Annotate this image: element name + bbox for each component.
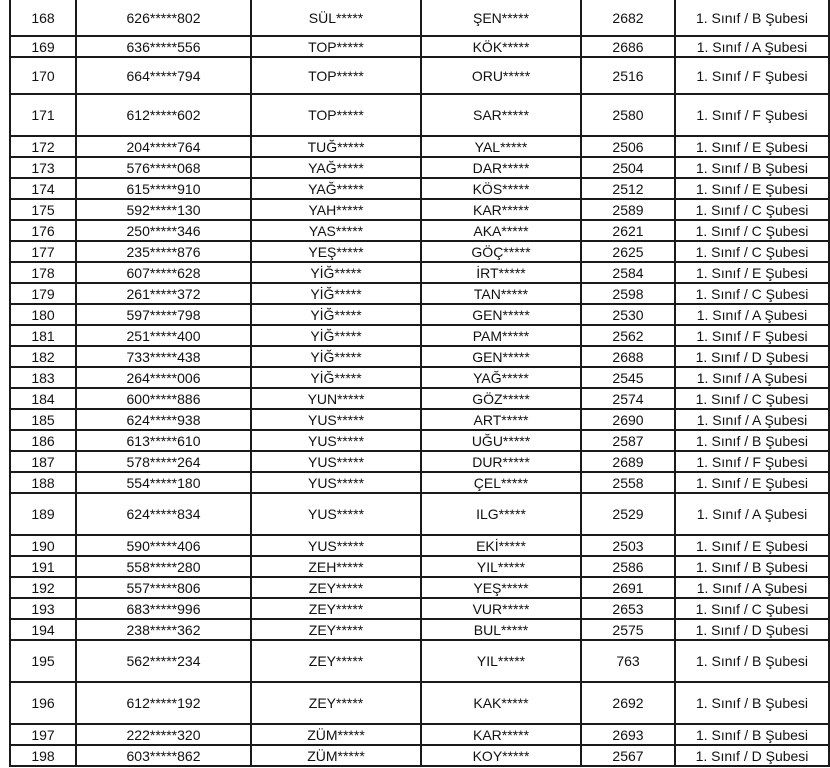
table-row bbox=[10, 0, 829, 36]
table-row bbox=[10, 619, 829, 640]
first-name-cell: ZEH***** bbox=[251, 556, 421, 577]
table-row bbox=[10, 220, 829, 241]
first-name-cell: ZÜM***** bbox=[251, 724, 421, 745]
row-number-cell: 177 bbox=[10, 241, 76, 262]
first-name-cell: YUS***** bbox=[251, 472, 421, 493]
score-cell: 2506 bbox=[581, 136, 675, 157]
row-number-cell: 197 bbox=[10, 724, 76, 745]
first-name-cell: ZEY***** bbox=[251, 577, 421, 598]
score-cell: 2567 bbox=[581, 745, 675, 766]
last-name-cell: AKA***** bbox=[421, 220, 581, 241]
score-cell: 2529 bbox=[581, 493, 675, 535]
row-number-cell: 188 bbox=[10, 472, 76, 493]
table-row bbox=[10, 367, 829, 388]
id-number-cell: 204*****764 bbox=[76, 136, 251, 157]
last-name-cell: DUR***** bbox=[421, 451, 581, 472]
table-row bbox=[10, 36, 829, 57]
last-name-cell: ÇEL***** bbox=[421, 472, 581, 493]
score-cell: 2689 bbox=[581, 451, 675, 472]
first-name-cell: YUS***** bbox=[251, 409, 421, 430]
id-number-cell: 264*****006 bbox=[76, 367, 251, 388]
class-section-cell: 1. Sınıf / E Şubesi bbox=[675, 472, 829, 493]
table-row bbox=[10, 304, 829, 325]
id-number-cell: 613*****610 bbox=[76, 430, 251, 451]
id-number-cell: 562*****234 bbox=[76, 640, 251, 682]
class-section-cell: 1. Sınıf / A Şubesi bbox=[675, 577, 829, 598]
id-number-cell: 235*****876 bbox=[76, 241, 251, 262]
row-number-cell: 180 bbox=[10, 304, 76, 325]
last-name-cell: PAM***** bbox=[421, 325, 581, 346]
first-name-cell: YİĞ***** bbox=[251, 262, 421, 283]
first-name-cell: TUĞ***** bbox=[251, 136, 421, 157]
class-section-cell: 1. Sınıf / A Şubesi bbox=[675, 409, 829, 430]
table-row bbox=[10, 535, 829, 556]
last-name-cell: TAN***** bbox=[421, 283, 581, 304]
row-number-cell: 186 bbox=[10, 430, 76, 451]
class-section-cell: 1. Sınıf / D Şubesi bbox=[675, 346, 829, 367]
last-name-cell: ŞEN***** bbox=[421, 0, 581, 36]
id-number-cell: 612*****602 bbox=[76, 94, 251, 136]
last-name-cell: YEŞ***** bbox=[421, 577, 581, 598]
class-section-cell: 1. Sınıf / B Şubesi bbox=[675, 640, 829, 682]
last-name-cell: KAR***** bbox=[421, 199, 581, 220]
first-name-cell: TOP***** bbox=[251, 94, 421, 136]
first-name-cell: YEŞ***** bbox=[251, 241, 421, 262]
last-name-cell: KÖS***** bbox=[421, 178, 581, 199]
class-section-cell: 1. Sınıf / A Şubesi bbox=[675, 36, 829, 57]
first-name-cell: YUS***** bbox=[251, 535, 421, 556]
row-number-cell: 194 bbox=[10, 619, 76, 640]
last-name-cell: KAK***** bbox=[421, 682, 581, 724]
class-section-cell: 1. Sınıf / B Şubesi bbox=[675, 682, 829, 724]
class-section-cell: 1. Sınıf / F Şubesi bbox=[675, 325, 829, 346]
id-number-cell: 603*****862 bbox=[76, 745, 251, 766]
last-name-cell: KAR***** bbox=[421, 724, 581, 745]
id-number-cell: 222*****320 bbox=[76, 724, 251, 745]
class-section-cell: 1. Sınıf / B Şubesi bbox=[675, 430, 829, 451]
table-row bbox=[10, 346, 829, 367]
score-cell: 2580 bbox=[581, 94, 675, 136]
class-section-cell: 1. Sınıf / B Şubesi bbox=[675, 157, 829, 178]
class-section-cell: 1. Sınıf / B Şubesi bbox=[675, 724, 829, 745]
row-number-cell: 195 bbox=[10, 640, 76, 682]
row-number-cell: 190 bbox=[10, 535, 76, 556]
row-number-cell: 168 bbox=[10, 0, 76, 36]
class-section-cell: 1. Sınıf / D Şubesi bbox=[675, 619, 829, 640]
row-number-cell: 175 bbox=[10, 199, 76, 220]
table-row bbox=[10, 577, 829, 598]
row-number-cell: 173 bbox=[10, 157, 76, 178]
id-number-cell: 238*****362 bbox=[76, 619, 251, 640]
score-cell: 2562 bbox=[581, 325, 675, 346]
row-number-cell: 170 bbox=[10, 57, 76, 94]
last-name-cell: GÖZ***** bbox=[421, 388, 581, 409]
score-cell: 2584 bbox=[581, 262, 675, 283]
row-number-cell: 176 bbox=[10, 220, 76, 241]
last-name-cell: VUR***** bbox=[421, 598, 581, 619]
row-number-cell: 189 bbox=[10, 493, 76, 535]
last-name-cell: SAR***** bbox=[421, 94, 581, 136]
first-name-cell: YAS***** bbox=[251, 220, 421, 241]
class-section-cell: 1. Sınıf / C Şubesi bbox=[675, 199, 829, 220]
first-name-cell: YUS***** bbox=[251, 493, 421, 535]
score-cell: 2693 bbox=[581, 724, 675, 745]
class-section-cell: 1. Sınıf / A Şubesi bbox=[675, 367, 829, 388]
score-cell: 2598 bbox=[581, 283, 675, 304]
id-number-cell: 597*****798 bbox=[76, 304, 251, 325]
first-name-cell: ZEY***** bbox=[251, 640, 421, 682]
score-cell: 2504 bbox=[581, 157, 675, 178]
id-number-cell: 683*****996 bbox=[76, 598, 251, 619]
id-number-cell: 664*****794 bbox=[76, 57, 251, 94]
first-name-cell: YAĞ***** bbox=[251, 178, 421, 199]
class-section-cell: 1. Sınıf / F Şubesi bbox=[675, 451, 829, 472]
score-cell: 2586 bbox=[581, 556, 675, 577]
id-number-cell: 576*****068 bbox=[76, 157, 251, 178]
first-name-cell: YİĞ***** bbox=[251, 346, 421, 367]
first-name-cell: YİĞ***** bbox=[251, 325, 421, 346]
id-number-cell: 557*****806 bbox=[76, 577, 251, 598]
table-row bbox=[10, 157, 829, 178]
id-number-cell: 251*****400 bbox=[76, 325, 251, 346]
last-name-cell: KÖK***** bbox=[421, 36, 581, 57]
id-number-cell: 592*****130 bbox=[76, 199, 251, 220]
class-section-cell: 1. Sınıf / C Şubesi bbox=[675, 598, 829, 619]
table-row bbox=[10, 178, 829, 199]
id-number-cell: 624*****938 bbox=[76, 409, 251, 430]
score-cell: 2686 bbox=[581, 36, 675, 57]
first-name-cell: YAH***** bbox=[251, 199, 421, 220]
row-number-cell: 192 bbox=[10, 577, 76, 598]
last-name-cell: GEN***** bbox=[421, 304, 581, 325]
first-name-cell: SÜL***** bbox=[251, 0, 421, 36]
first-name-cell: TOP***** bbox=[251, 57, 421, 94]
row-number-cell: 181 bbox=[10, 325, 76, 346]
last-name-cell: GÖÇ***** bbox=[421, 241, 581, 262]
table-row bbox=[10, 388, 829, 409]
table-row bbox=[10, 409, 829, 430]
class-section-cell: 1. Sınıf / F Şubesi bbox=[675, 94, 829, 136]
first-name-cell: YİĞ***** bbox=[251, 304, 421, 325]
student-list-table bbox=[9, 0, 830, 767]
table-body bbox=[10, 0, 829, 766]
class-section-cell: 1. Sınıf / C Şubesi bbox=[675, 241, 829, 262]
last-name-cell: İRT***** bbox=[421, 262, 581, 283]
first-name-cell: ZEY***** bbox=[251, 598, 421, 619]
table-row bbox=[10, 262, 829, 283]
class-section-cell: 1. Sınıf / A Şubesi bbox=[675, 493, 829, 535]
last-name-cell: UĞU***** bbox=[421, 430, 581, 451]
id-number-cell: 626*****802 bbox=[76, 0, 251, 36]
table-row bbox=[10, 241, 829, 262]
table-row bbox=[10, 682, 829, 724]
table-row bbox=[10, 136, 829, 157]
score-cell: 2516 bbox=[581, 57, 675, 94]
table-row bbox=[10, 640, 829, 682]
table-row bbox=[10, 493, 829, 535]
row-number-cell: 187 bbox=[10, 451, 76, 472]
id-number-cell: 612*****192 bbox=[76, 682, 251, 724]
table-row bbox=[10, 430, 829, 451]
row-number-cell: 198 bbox=[10, 745, 76, 766]
row-number-cell: 183 bbox=[10, 367, 76, 388]
id-number-cell: 554*****180 bbox=[76, 472, 251, 493]
first-name-cell: YUS***** bbox=[251, 451, 421, 472]
last-name-cell: GEN***** bbox=[421, 346, 581, 367]
table-row bbox=[10, 472, 829, 493]
row-number-cell: 174 bbox=[10, 178, 76, 199]
first-name-cell: TOP***** bbox=[251, 36, 421, 57]
table-row bbox=[10, 94, 829, 136]
id-number-cell: 733*****438 bbox=[76, 346, 251, 367]
table-row bbox=[10, 199, 829, 220]
class-section-cell: 1. Sınıf / E Şubesi bbox=[675, 535, 829, 556]
class-section-cell: 1. Sınıf / B Şubesi bbox=[675, 556, 829, 577]
first-name-cell: ZEY***** bbox=[251, 682, 421, 724]
id-number-cell: 261*****372 bbox=[76, 283, 251, 304]
score-cell: 2512 bbox=[581, 178, 675, 199]
score-cell: 2653 bbox=[581, 598, 675, 619]
score-cell: 2558 bbox=[581, 472, 675, 493]
id-number-cell: 558*****280 bbox=[76, 556, 251, 577]
last-name-cell: YAL***** bbox=[421, 136, 581, 157]
table-row bbox=[10, 745, 829, 766]
id-number-cell: 607*****628 bbox=[76, 262, 251, 283]
score-cell: 2691 bbox=[581, 577, 675, 598]
table-row bbox=[10, 57, 829, 94]
id-number-cell: 636*****556 bbox=[76, 36, 251, 57]
table-row bbox=[10, 451, 829, 472]
row-number-cell: 184 bbox=[10, 388, 76, 409]
id-number-cell: 615*****910 bbox=[76, 178, 251, 199]
table-row bbox=[10, 283, 829, 304]
class-section-cell: 1. Sınıf / D Şubesi bbox=[675, 745, 829, 766]
last-name-cell: YIL***** bbox=[421, 640, 581, 682]
last-name-cell: DAR***** bbox=[421, 157, 581, 178]
id-number-cell: 624*****834 bbox=[76, 493, 251, 535]
first-name-cell: YAĞ***** bbox=[251, 157, 421, 178]
first-name-cell: YUS***** bbox=[251, 430, 421, 451]
id-number-cell: 578*****264 bbox=[76, 451, 251, 472]
last-name-cell: BUL***** bbox=[421, 619, 581, 640]
class-section-cell: 1. Sınıf / C Şubesi bbox=[675, 220, 829, 241]
class-section-cell: 1. Sınıf / E Şubesi bbox=[675, 262, 829, 283]
row-number-cell: 182 bbox=[10, 346, 76, 367]
score-cell: 763 bbox=[581, 640, 675, 682]
row-number-cell: 179 bbox=[10, 283, 76, 304]
score-cell: 2575 bbox=[581, 619, 675, 640]
last-name-cell: ORU***** bbox=[421, 57, 581, 94]
score-cell: 2589 bbox=[581, 199, 675, 220]
row-number-cell: 172 bbox=[10, 136, 76, 157]
first-name-cell: ZÜM***** bbox=[251, 745, 421, 766]
id-number-cell: 590*****406 bbox=[76, 535, 251, 556]
class-section-cell: 1. Sınıf / B Şubesi bbox=[675, 0, 829, 36]
first-name-cell: YİĞ***** bbox=[251, 283, 421, 304]
class-section-cell: 1. Sınıf / E Şubesi bbox=[675, 178, 829, 199]
score-cell: 2625 bbox=[581, 241, 675, 262]
row-number-cell: 191 bbox=[10, 556, 76, 577]
class-section-cell: 1. Sınıf / C Şubesi bbox=[675, 388, 829, 409]
score-cell: 2682 bbox=[581, 0, 675, 36]
row-number-cell: 185 bbox=[10, 409, 76, 430]
class-section-cell: 1. Sınıf / E Şubesi bbox=[675, 136, 829, 157]
id-number-cell: 250*****346 bbox=[76, 220, 251, 241]
row-number-cell: 193 bbox=[10, 598, 76, 619]
class-section-cell: 1. Sınıf / A Şubesi bbox=[675, 304, 829, 325]
first-name-cell: ZEY***** bbox=[251, 619, 421, 640]
score-cell: 2530 bbox=[581, 304, 675, 325]
score-cell: 2621 bbox=[581, 220, 675, 241]
row-number-cell: 196 bbox=[10, 682, 76, 724]
score-cell: 2503 bbox=[581, 535, 675, 556]
first-name-cell: YİĞ***** bbox=[251, 367, 421, 388]
table-row bbox=[10, 556, 829, 577]
score-cell: 2688 bbox=[581, 346, 675, 367]
last-name-cell: ILG***** bbox=[421, 493, 581, 535]
class-section-cell: 1. Sınıf / F Şubesi bbox=[675, 57, 829, 94]
table-row bbox=[10, 325, 829, 346]
score-cell: 2692 bbox=[581, 682, 675, 724]
id-number-cell: 600*****886 bbox=[76, 388, 251, 409]
last-name-cell: YIL***** bbox=[421, 556, 581, 577]
last-name-cell: YAĞ***** bbox=[421, 367, 581, 388]
row-number-cell: 171 bbox=[10, 94, 76, 136]
class-section-cell: 1. Sınıf / C Şubesi bbox=[675, 283, 829, 304]
last-name-cell: EKİ***** bbox=[421, 535, 581, 556]
score-cell: 2587 bbox=[581, 430, 675, 451]
row-number-cell: 169 bbox=[10, 36, 76, 57]
last-name-cell: ART***** bbox=[421, 409, 581, 430]
last-name-cell: KOY***** bbox=[421, 745, 581, 766]
table-row bbox=[10, 724, 829, 745]
table-row bbox=[10, 598, 829, 619]
row-number-cell: 178 bbox=[10, 262, 76, 283]
first-name-cell: YUN***** bbox=[251, 388, 421, 409]
score-cell: 2545 bbox=[581, 367, 675, 388]
score-cell: 2690 bbox=[581, 409, 675, 430]
score-cell: 2574 bbox=[581, 388, 675, 409]
